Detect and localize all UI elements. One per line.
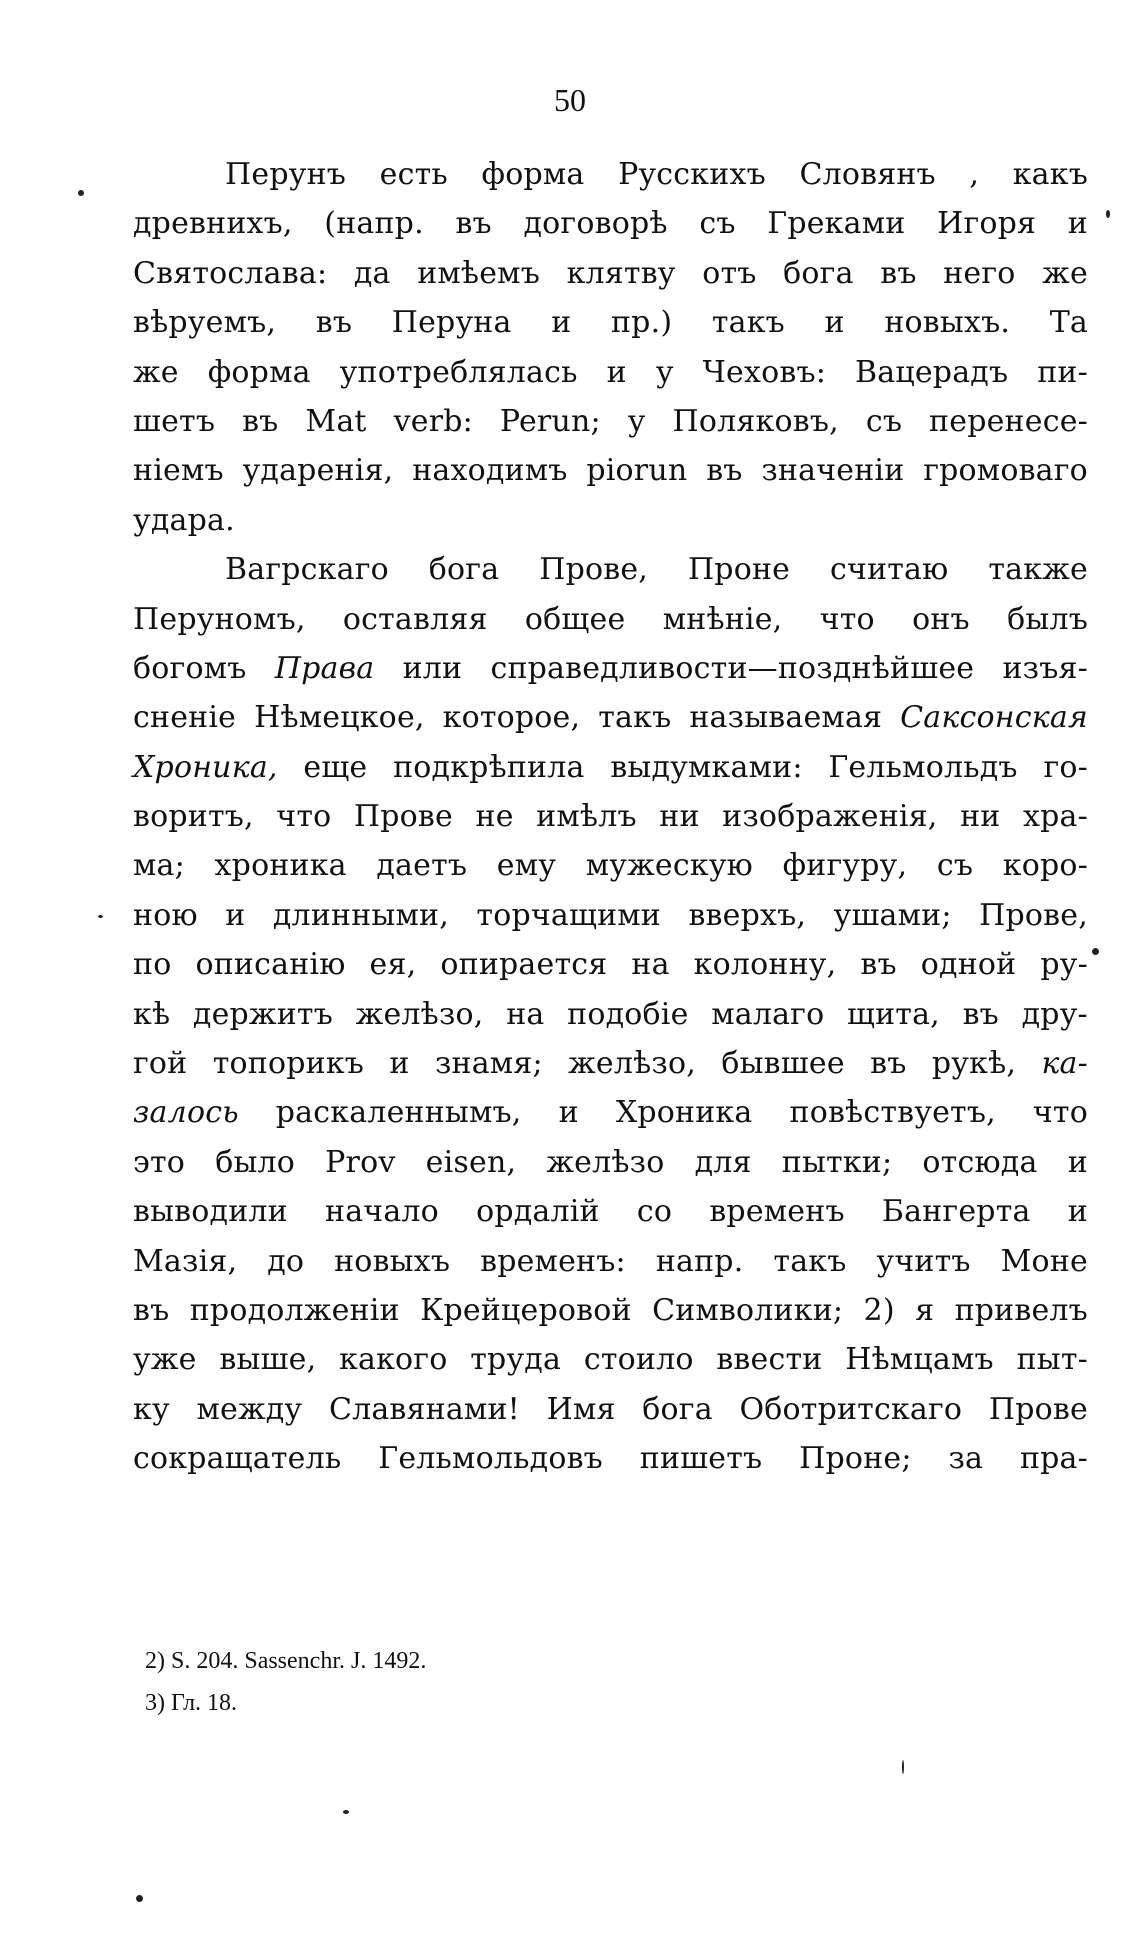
word: пи- (1037, 354, 1088, 390)
word: да (353, 255, 391, 291)
text-line (133, 348, 1088, 397)
word: повѣствуетъ, (789, 1095, 996, 1131)
word: Греками (767, 206, 906, 242)
word: Хроника, (133, 749, 278, 785)
text-line (133, 940, 1088, 989)
word: ввести (716, 1342, 823, 1378)
word: Моне (1000, 1243, 1088, 1279)
word: Та (1049, 305, 1088, 341)
footnote: 2) S. 204. Sassenchr. J. 1492. (145, 1648, 427, 1674)
word: хроника (214, 848, 347, 884)
word: piorun (586, 453, 688, 489)
word: оставляя (342, 601, 488, 637)
word: воритъ, (133, 799, 254, 835)
word: Проне (687, 552, 791, 588)
word: Святослава: (133, 255, 328, 291)
word: пыт- (1016, 1342, 1088, 1378)
word: и (824, 305, 845, 341)
word: удара. (133, 502, 235, 538)
word: пра- (1019, 1441, 1088, 1477)
word: договорѣ (523, 206, 668, 242)
word: выше, (219, 1342, 317, 1378)
word: перенесе- (929, 403, 1088, 439)
word: бога (428, 552, 500, 588)
word: Русскихъ (618, 157, 766, 192)
word: и (225, 897, 246, 933)
word: ни (960, 799, 1001, 835)
word: дру- (1021, 996, 1088, 1032)
word: Прове (988, 1391, 1088, 1427)
word: за (948, 1441, 984, 1477)
word: для (694, 1144, 752, 1180)
word: учитъ (876, 1243, 971, 1279)
word: кѣ (133, 996, 171, 1032)
word: мнѣніе, (662, 601, 783, 637)
word: Словянъ (799, 157, 936, 192)
word: въ (880, 255, 917, 291)
word: и (1067, 1144, 1088, 1180)
word: какого (339, 1342, 448, 1378)
scan-speck (343, 1810, 349, 1814)
text-line (133, 644, 1088, 693)
word: въ (962, 996, 999, 1032)
word: у (627, 403, 646, 439)
word: сненіе (133, 700, 237, 736)
word: стоило (583, 1342, 694, 1378)
scan-speck (1106, 210, 1110, 218)
word: ка- (1041, 1046, 1088, 1082)
word: форма (481, 157, 585, 192)
scan-speck (98, 915, 103, 918)
word: фигуру, (782, 848, 908, 884)
word: имѣлъ (536, 799, 637, 835)
word: есть (379, 157, 448, 192)
word: опирается (440, 947, 608, 983)
word: Perun; (499, 403, 601, 439)
word: одной (920, 947, 1017, 983)
word: ударенія, (242, 453, 394, 489)
word: eisen, (425, 1144, 517, 1180)
word: я (915, 1292, 935, 1328)
word: которое, (442, 700, 581, 736)
text-line (133, 1385, 1088, 1434)
word: также (988, 552, 1088, 588)
text-line (133, 199, 1088, 248)
word: клятву (566, 255, 676, 291)
word: ордалій (476, 1194, 600, 1230)
word: употреблялась (339, 354, 578, 390)
word: , (969, 157, 980, 192)
word: это (133, 1144, 186, 1180)
text-line (133, 1088, 1088, 1137)
word: Перуна (391, 305, 512, 341)
word: шетъ (133, 403, 216, 439)
word: пишетъ (639, 1441, 763, 1477)
text-line (133, 249, 1088, 298)
word: же (1042, 255, 1088, 291)
word: что (1032, 1095, 1088, 1131)
word: пытки; (781, 1144, 893, 1180)
word: желѣзо, (568, 1046, 696, 1082)
word: Саксонская (900, 700, 1088, 736)
word: раскаленнымъ, (275, 1095, 522, 1131)
text-line (133, 841, 1088, 890)
word: выводили (133, 1194, 288, 1230)
word: въ (455, 206, 492, 242)
word: Бангерта (881, 1194, 1031, 1230)
word: колонну, (693, 947, 837, 983)
text-line (133, 1138, 1088, 1187)
word: (напр. (324, 206, 424, 242)
word: какъ (1012, 157, 1088, 192)
word: и (551, 305, 572, 341)
text-line (133, 1039, 1088, 1088)
text-line (133, 298, 1088, 347)
word: ку (133, 1391, 170, 1427)
word: Крейцеровой (420, 1292, 632, 1328)
word: ушами; (833, 897, 952, 933)
text-line (133, 595, 1088, 644)
scan-speck (902, 1760, 904, 1774)
word: отсюда (922, 1144, 1038, 1180)
word: даетъ (376, 848, 468, 884)
word: топорикъ (212, 1046, 365, 1082)
text-line (133, 743, 1088, 792)
text-line (133, 1237, 1088, 1286)
text-line (133, 150, 1088, 199)
word: выдумками: (610, 749, 803, 785)
word: Нѣмцамъ (845, 1342, 994, 1378)
word: него (943, 255, 1016, 291)
word: Вацерадъ (855, 354, 1009, 390)
word: малаго (711, 996, 825, 1032)
word: торчащими (476, 897, 662, 933)
word: форма (207, 354, 311, 390)
scan-speck (78, 190, 84, 196)
text-line (133, 496, 1088, 545)
word: Гельмольдъ (828, 749, 1018, 785)
text-line (133, 397, 1088, 446)
word: Права (274, 650, 375, 686)
word: общее (524, 601, 626, 637)
word: изображенія, (722, 799, 938, 835)
word: и (389, 1046, 410, 1082)
word: въ (860, 947, 897, 983)
word: бога (783, 255, 854, 291)
word: Символики; (652, 1292, 844, 1328)
word: же (133, 354, 179, 390)
word: въ (242, 403, 279, 439)
word: Вагрскаго (225, 552, 389, 588)
word: Mat (305, 403, 367, 439)
word: ма; (133, 848, 185, 884)
word: и (1067, 206, 1088, 242)
word: Оботритскаго (739, 1391, 963, 1427)
word: онъ (912, 601, 970, 637)
word: богомъ (133, 650, 247, 686)
footnote: 3) Гл. 18. (145, 1690, 238, 1716)
word: у (655, 354, 674, 390)
word: въ (706, 453, 743, 489)
word: Мазія, (133, 1243, 238, 1279)
text-line (133, 891, 1088, 940)
word: въ (870, 1046, 907, 1082)
word: до (267, 1243, 305, 1279)
word: Проне; (799, 1441, 912, 1477)
word: verb: (393, 403, 473, 439)
word: гой (133, 1046, 188, 1082)
word: залось (133, 1095, 239, 1131)
word: или (402, 650, 463, 686)
word: Прове, (539, 552, 649, 588)
word: Перуномъ, (133, 601, 306, 637)
text-line (133, 1434, 1088, 1483)
word: пр.) (610, 305, 673, 341)
word: временъ: (480, 1243, 626, 1279)
word: привелъ (954, 1292, 1088, 1328)
word: Прове, (979, 897, 1088, 933)
word: называемая (689, 700, 883, 736)
word: отъ (702, 255, 757, 291)
word: Перунъ (225, 157, 347, 192)
word: вверхъ, (688, 897, 807, 933)
text-line (133, 545, 1088, 594)
word: рукѣ, (931, 1046, 1017, 1082)
word: 2) (863, 1292, 895, 1328)
word: труда (470, 1342, 562, 1378)
word: ною (133, 897, 198, 933)
word: желѣзо (546, 1144, 665, 1180)
word: что (276, 799, 332, 835)
word: знамя; (434, 1046, 543, 1082)
word: Поляковъ, (672, 403, 839, 439)
word: древнихъ, (133, 206, 293, 242)
word: Хроника (615, 1095, 753, 1131)
word: Прове (353, 799, 453, 835)
body-text (133, 150, 1088, 1484)
word: ру- (1040, 947, 1088, 983)
text-line (133, 1187, 1088, 1236)
word: мужескую (585, 848, 753, 884)
word: продолженіи (189, 1292, 400, 1328)
word: громоваго (923, 453, 1088, 489)
word: ея, (369, 947, 417, 983)
word: Гельмольдовъ (378, 1441, 603, 1477)
word: и (1067, 1194, 1088, 1230)
word: Prov (325, 1144, 396, 1180)
word: уже (133, 1342, 197, 1378)
word: со (636, 1194, 673, 1230)
word: го- (1043, 749, 1088, 785)
word: между (196, 1391, 303, 1427)
word: временъ (709, 1194, 845, 1230)
word: напр. (655, 1243, 744, 1279)
word: такъ (598, 700, 672, 736)
word: хра- (1022, 799, 1088, 835)
word: подкрѣпила (393, 749, 585, 785)
scan-speck (1092, 948, 1099, 955)
word: длинными, (272, 897, 449, 933)
word: Чеховъ: (702, 354, 827, 390)
word: считаю (830, 552, 949, 588)
word: справедливости—позднѣйшее (490, 650, 975, 686)
word: по (133, 947, 172, 983)
word: ніемъ (133, 453, 224, 489)
word: Нѣмецкое, (254, 700, 425, 736)
text-line (133, 792, 1088, 841)
word: съ (936, 848, 974, 884)
word: значеніи (761, 453, 905, 489)
word: бога (642, 1391, 713, 1427)
word: начало (325, 1194, 439, 1230)
word: еще (303, 749, 368, 785)
text-line (133, 446, 1088, 495)
word: описанію (195, 947, 346, 983)
word: Имя (546, 1391, 616, 1427)
text-line (133, 1286, 1088, 1335)
page-number: 50 (554, 82, 586, 118)
word: и (606, 354, 627, 390)
word: и (558, 1095, 579, 1131)
word: такъ (711, 305, 785, 341)
word: было (215, 1144, 296, 1180)
word: щита, (847, 996, 940, 1032)
word: вѣруемъ, (133, 305, 277, 341)
word: желѣзо, (355, 996, 484, 1032)
word: новыхъ (334, 1243, 451, 1279)
word: подобіе (567, 996, 689, 1032)
word: ни (659, 799, 700, 835)
word: ему (496, 848, 557, 884)
word: въ (133, 1292, 170, 1328)
word: изъя- (1002, 650, 1088, 686)
word: Славянами! (328, 1391, 520, 1427)
word: имѣемъ (417, 255, 540, 291)
word: новыхъ. (884, 305, 1011, 341)
word: держитъ (192, 996, 334, 1032)
text-line (133, 1335, 1088, 1384)
footnotes (145, 1640, 945, 1724)
word: Игоря (937, 206, 1037, 242)
word: былъ (1007, 601, 1088, 637)
word: находимъ (412, 453, 568, 489)
text-line (133, 693, 1088, 742)
text-line (133, 990, 1088, 1039)
word: бывшее (721, 1046, 845, 1082)
word: не (475, 799, 514, 835)
word: съ (865, 403, 903, 439)
word: что (819, 601, 875, 637)
word: на (631, 947, 670, 983)
word: въ (315, 305, 353, 341)
word: сокращатель (133, 1441, 342, 1477)
word: коро- (1002, 848, 1088, 884)
word: съ (699, 206, 736, 242)
word: такъ (773, 1243, 847, 1279)
scan-speck (136, 1895, 143, 1902)
word: на (506, 996, 545, 1032)
